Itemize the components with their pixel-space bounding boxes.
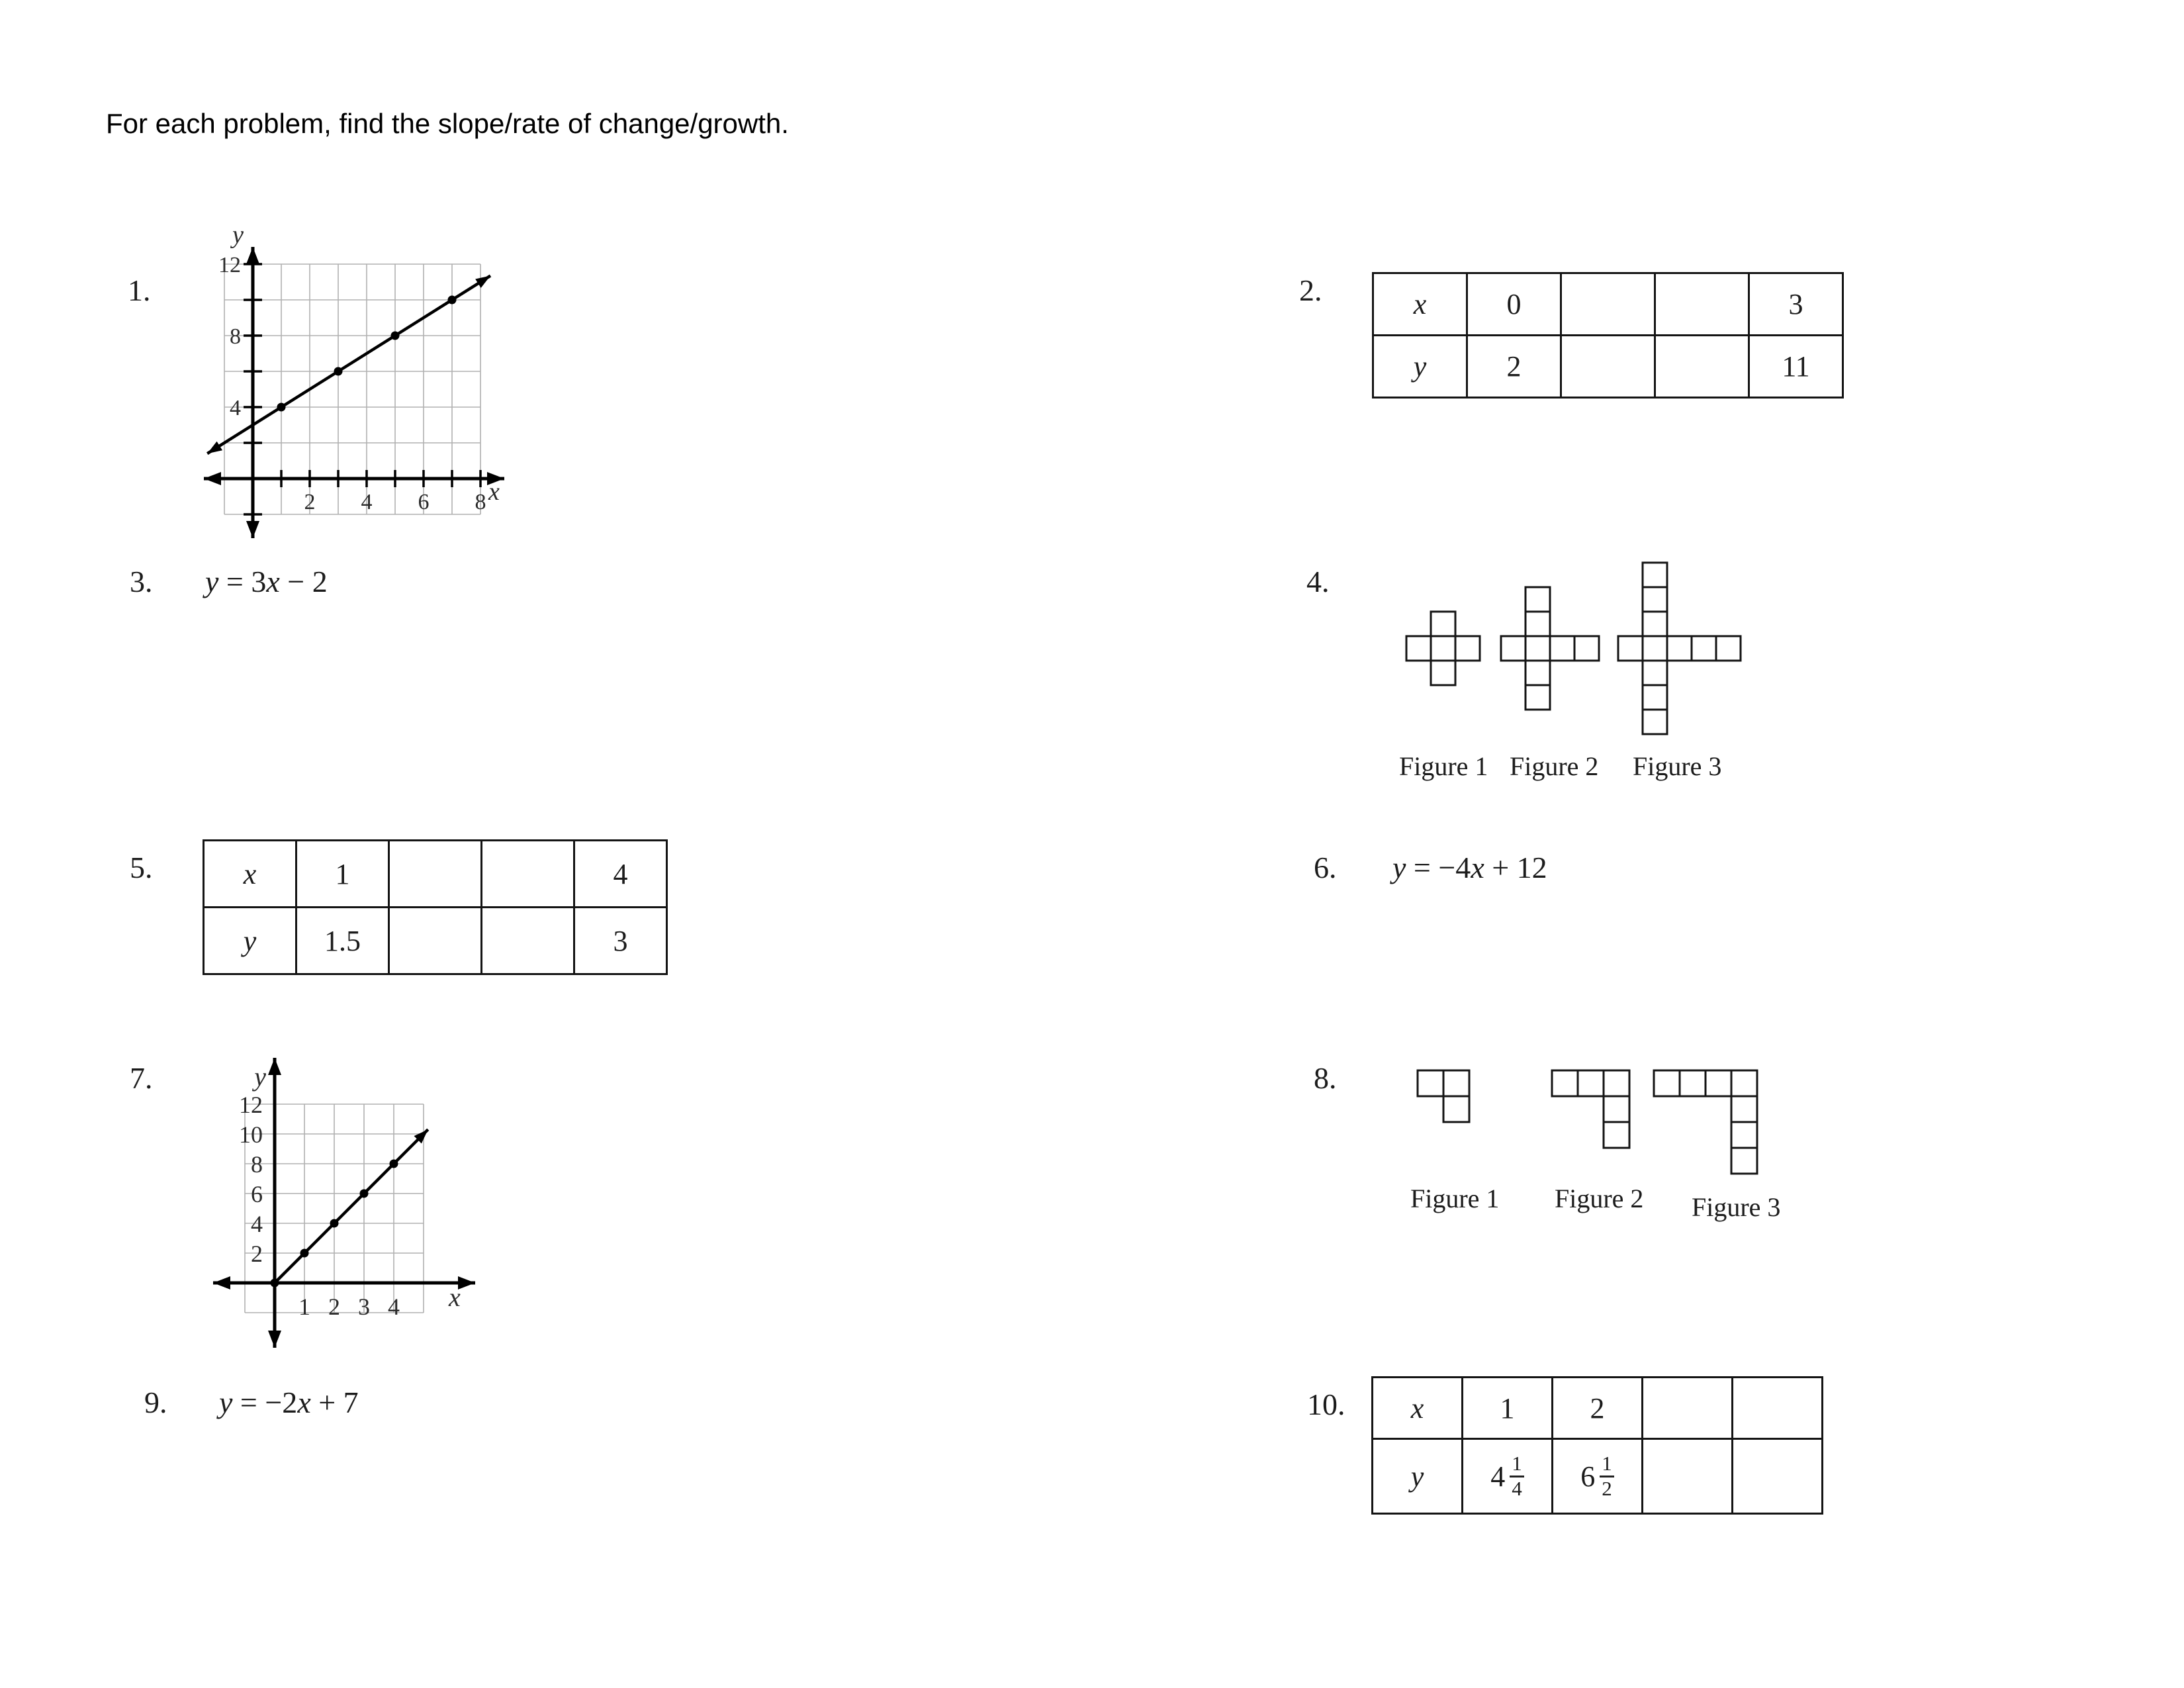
page-title: For each problem, find the slope/rate of change/growth. (106, 108, 789, 139)
mixed-number (1490, 1452, 1524, 1500)
line-end-arrow-icon (475, 276, 490, 288)
y-tick-label: 4 (230, 396, 241, 421)
problem-1-number: 1. (128, 273, 151, 307)
unit-square (1574, 636, 1599, 661)
unit-square (1552, 1070, 1578, 1096)
unit-square (1643, 710, 1667, 734)
table-row (204, 908, 667, 974)
whole-part: 6 (1580, 1460, 1596, 1493)
x-tick-label: 3 (358, 1293, 370, 1320)
figure-3-label: Figure 3 (1633, 751, 1722, 781)
y-axis-up-arrow-icon (246, 247, 259, 264)
table-cell: 0 (1467, 273, 1561, 336)
unit-square (1431, 612, 1455, 636)
fraction-numerator: 1 (1602, 1451, 1612, 1475)
problem-6-number: 6. (1314, 851, 1337, 884)
y-axis-down-arrow-icon (246, 521, 259, 538)
problem-1-graph (185, 222, 529, 583)
problem-8-figure-1-drawing (1416, 1068, 1473, 1125)
row-header-y: y (1373, 336, 1467, 398)
problem-10-table (1371, 1376, 1823, 1515)
table-cell (482, 841, 574, 908)
table-cell: 1.5 (296, 908, 389, 974)
table-row (1373, 1439, 1823, 1514)
data-point (277, 403, 286, 412)
unit-square (1550, 636, 1574, 661)
x-tick-label: 2 (328, 1293, 340, 1320)
table-cell (1561, 273, 1655, 336)
unit-square (1643, 661, 1667, 685)
data-point (330, 1219, 339, 1228)
figure-1-label: Figure 1 (1410, 1184, 1500, 1213)
equation-y: y (1392, 851, 1406, 884)
x-tick-label: 2 (304, 490, 316, 514)
unit-square (1406, 636, 1431, 661)
y-tick-label: 2 (251, 1240, 263, 1267)
unit-square (1643, 612, 1667, 636)
equation-tail: + 12 (1484, 851, 1547, 884)
unit-square (1692, 636, 1716, 661)
fraction-denominator: 2 (1600, 1476, 1614, 1501)
data-point (360, 1190, 369, 1198)
y-tick-label: 12 (218, 253, 241, 278)
y-axis-label: y (232, 222, 244, 249)
unit-square (1731, 1096, 1757, 1122)
y-tick-label: 10 (239, 1121, 263, 1148)
problem-10-number: 10. (1307, 1387, 1345, 1421)
unit-square (1667, 636, 1692, 661)
equation-mid: = −2 (232, 1385, 298, 1419)
x-tick-label: 6 (418, 490, 430, 514)
problem-7-graph (205, 1051, 523, 1369)
equation-mid: = 3 (218, 565, 267, 598)
fraction (1600, 1452, 1614, 1500)
table-cell (1561, 336, 1655, 398)
equation-x: x (266, 565, 280, 598)
problem-6-equation (1392, 850, 1547, 885)
problem-8-number: 8. (1314, 1061, 1337, 1095)
table-cell (1553, 1439, 1643, 1514)
equation-tail: − 2 (279, 565, 328, 598)
table-cell (1463, 1439, 1553, 1514)
table-cell: 3 (1749, 273, 1843, 336)
unit-square (1643, 685, 1667, 710)
problem-4-figure-1-drawing (1404, 610, 1484, 689)
table-cell: 11 (1749, 336, 1843, 398)
equation-y: y (205, 565, 219, 598)
unit-square (1443, 1096, 1469, 1122)
unit-square (1604, 1122, 1629, 1148)
row-header-x: x (204, 841, 296, 908)
table-row (1373, 1378, 1823, 1439)
unit-square (1643, 587, 1667, 612)
table-cell: 1 (1463, 1378, 1553, 1439)
data-point (334, 367, 343, 376)
fraction-denominator: 4 (1510, 1476, 1524, 1501)
problem-5-table (203, 839, 668, 975)
unit-square (1680, 1070, 1706, 1096)
unit-square (1731, 1070, 1757, 1096)
problem-2-table (1372, 272, 1844, 399)
x-axis-left-arrow-icon (204, 472, 221, 485)
unit-square (1604, 1096, 1629, 1122)
row-header-y: y (204, 908, 296, 974)
x-tick-label: 4 (361, 490, 373, 514)
table-row (204, 841, 667, 908)
unit-square (1525, 636, 1550, 661)
x-tick-label: 4 (388, 1293, 400, 1320)
unit-square (1501, 636, 1525, 661)
unit-square (1418, 1070, 1443, 1096)
table-cell (1643, 1439, 1733, 1514)
unit-square (1525, 685, 1550, 710)
data-point (300, 1249, 309, 1258)
table-cell: 3 (574, 908, 667, 974)
y-tick-label: 6 (251, 1180, 263, 1207)
unit-square (1525, 612, 1550, 636)
equation-tail: + 7 (310, 1385, 359, 1419)
unit-square (1431, 636, 1455, 661)
figure-2-label: Figure 2 (1555, 1184, 1644, 1213)
unit-square (1654, 1070, 1680, 1096)
table-cell: 1 (296, 841, 389, 908)
unit-square (1431, 661, 1455, 685)
unit-square (1716, 636, 1741, 661)
problem-9-equation (219, 1385, 359, 1420)
x-axis-label: x (449, 1282, 461, 1312)
x-axis-label: x (488, 478, 500, 506)
unit-square (1604, 1070, 1629, 1096)
x-tick-label: 8 (475, 490, 486, 514)
table-row (1373, 336, 1843, 398)
y-tick-label: 4 (251, 1210, 263, 1237)
table-cell (389, 908, 482, 974)
problem-4-figure-3-drawing (1616, 561, 1745, 738)
fraction (1510, 1452, 1524, 1500)
unit-square (1706, 1070, 1731, 1096)
plotted-line (275, 1129, 428, 1283)
line-start-arrow-icon (207, 442, 222, 453)
unit-square (1643, 563, 1667, 587)
row-header-y: y (1373, 1439, 1463, 1514)
table-cell (1655, 336, 1749, 398)
figure-1-label: Figure 1 (1399, 751, 1488, 781)
y-tick-label: 12 (239, 1091, 263, 1118)
mixed-number (1580, 1452, 1614, 1500)
unit-square (1643, 636, 1667, 661)
problem-2-number: 2. (1299, 273, 1322, 307)
table-cell (482, 908, 574, 974)
x-tick-label: 1 (298, 1293, 310, 1320)
table-row (1373, 273, 1843, 336)
problem-9-number: 9. (144, 1385, 167, 1419)
y-tick-label: 8 (251, 1150, 263, 1178)
data-point (391, 332, 400, 340)
equation-x: x (297, 1385, 311, 1419)
problem-3-equation (205, 564, 328, 599)
figure-3-label: Figure 3 (1692, 1192, 1781, 1222)
unit-square (1731, 1122, 1757, 1148)
unit-square (1731, 1148, 1757, 1174)
unit-square (1525, 587, 1550, 612)
y-tick-label: 8 (230, 324, 241, 350)
equation-x: x (1471, 851, 1484, 884)
y-axis-up-arrow-icon (268, 1058, 281, 1075)
problem-4-number: 4. (1306, 565, 1330, 598)
data-point (448, 296, 457, 305)
problem-7-number: 7. (130, 1061, 153, 1095)
data-point (271, 1279, 279, 1288)
problem-8-figure-2-drawing (1550, 1068, 1633, 1151)
plotted-line (207, 276, 490, 454)
table-cell: 2 (1553, 1378, 1643, 1439)
equation-mid: = −4 (1406, 851, 1471, 884)
row-header-x: x (1373, 1378, 1463, 1439)
row-header-x: x (1373, 273, 1467, 336)
y-axis-label: y (254, 1062, 266, 1092)
table-cell (1655, 273, 1749, 336)
data-point (390, 1160, 398, 1168)
fraction-numerator: 1 (1512, 1451, 1522, 1475)
figure-2-label: Figure 2 (1510, 751, 1599, 781)
unit-square (1618, 636, 1643, 661)
problem-3-number: 3. (130, 565, 153, 598)
x-axis-left-arrow-icon (213, 1276, 230, 1289)
whole-part: 4 (1490, 1460, 1506, 1493)
table-cell: 2 (1467, 336, 1561, 398)
y-axis-down-arrow-icon (268, 1331, 281, 1348)
unit-square (1443, 1070, 1469, 1096)
table-cell (1733, 1378, 1823, 1439)
problem-8-figure-3-drawing (1652, 1068, 1760, 1177)
table-cell: 4 (574, 841, 667, 908)
x-axis-right-arrow-icon (458, 1276, 475, 1289)
problem-5-number: 5. (130, 851, 153, 884)
unit-square (1578, 1070, 1604, 1096)
equation-y: y (219, 1385, 233, 1419)
problem-4-figure-2-drawing (1499, 585, 1603, 714)
table-cell (1733, 1439, 1823, 1514)
table-cell (1643, 1378, 1733, 1439)
unit-square (1455, 636, 1480, 661)
unit-square (1525, 661, 1550, 685)
table-cell (389, 841, 482, 908)
